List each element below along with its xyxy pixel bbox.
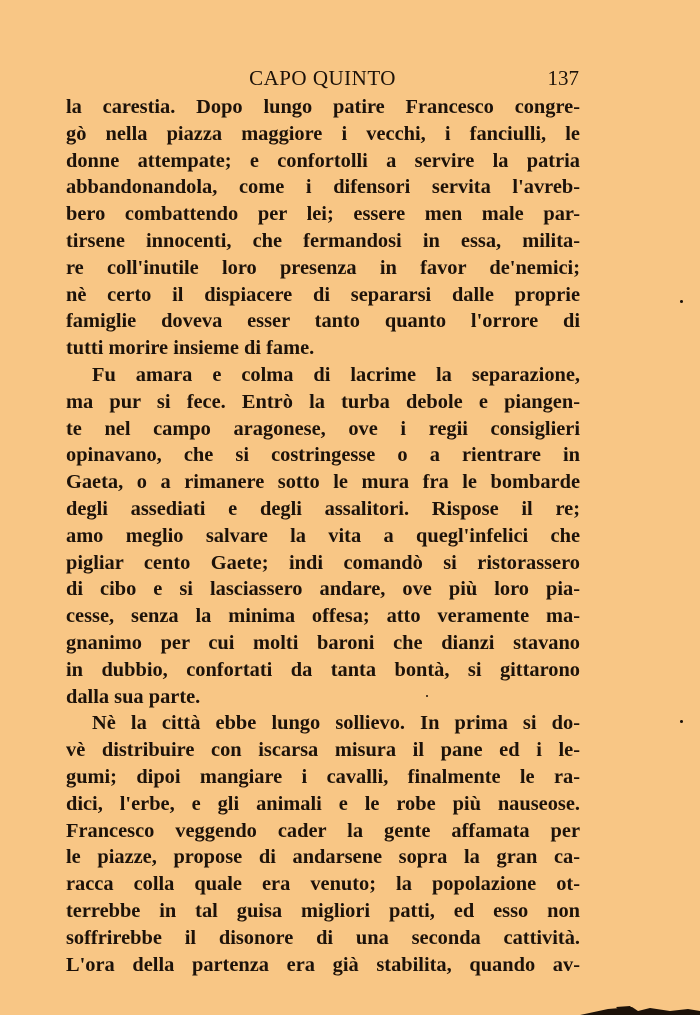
text-line: bero combattendo per lei; essere men male par- bbox=[66, 203, 580, 226]
text-line: degli assediati e degli assalitori. Rispose il re; bbox=[66, 497, 580, 520]
text-line: cesse, senza la minima offesa; atto veramente ma- bbox=[66, 605, 580, 628]
text-line: nè certo il dispiacere di separarsi dalle proprie bbox=[66, 283, 580, 306]
scan-speck bbox=[680, 300, 683, 303]
text-line: L'ora della partenza era già stabilita, quando av- bbox=[66, 953, 580, 976]
text-line: famiglie doveva esser tanto quanto l'orrore di bbox=[66, 310, 580, 333]
page-header bbox=[66, 66, 579, 92]
text-line: pigliar cento Gaete; indi comandò si ristorassero bbox=[66, 551, 580, 574]
scan-speck bbox=[426, 695, 428, 697]
text-line: donne attempate; e confortolli a servire la patria bbox=[66, 149, 580, 172]
text-line: tutti morire insieme di fame. bbox=[66, 337, 315, 360]
text-line: dalla sua parte. bbox=[66, 685, 201, 708]
text-line: tirsene innocenti, che fermandosi in essa, milita- bbox=[66, 229, 580, 252]
text-line: amo meglio salvare la vita a quegl'infelici che bbox=[66, 524, 580, 547]
text-line: Fu amara e colma di lacrime la separazione, bbox=[92, 363, 580, 386]
text-line: di cibo e si lasciassero andare, ove più loro pia- bbox=[66, 578, 580, 601]
text-line: opinavano, che si costringesse o a rientrare in bbox=[66, 444, 580, 467]
text-line: Francesco veggendo cader la gente affamata per bbox=[66, 819, 580, 842]
text-line: dici, l'erbe, e gli animali e le robe più nauseose. bbox=[66, 792, 580, 815]
text-line: abbandonandola, come i difensori servita l'avreb- bbox=[66, 176, 580, 199]
paragraph-3 bbox=[66, 710, 580, 978]
text-line: gnanimo per cui molti baroni che dianzi stavano bbox=[66, 631, 580, 654]
body-text bbox=[66, 94, 580, 978]
text-line: gumi; dipoi mangiare i cavalli, finalmente le ra- bbox=[66, 765, 580, 788]
text-line: racca colla quale era venuto; la popolazione ot- bbox=[66, 873, 580, 896]
text-line: Nè la città ebbe lungo sollievo. In prima si do- bbox=[92, 712, 580, 735]
paragraph-2 bbox=[66, 362, 580, 710]
text-line: ma pur si fece. Entrò la turba debole e piangen- bbox=[66, 390, 580, 413]
text-line: Gaeta, o a rimanere sotto le mura fra le bombarde bbox=[66, 471, 580, 494]
scan-smudge bbox=[580, 999, 700, 1015]
scan-speck bbox=[680, 720, 683, 723]
page-number: 137 bbox=[547, 66, 579, 90]
text-line: le piazze, propose di andarsene sopra la gran ca- bbox=[66, 846, 580, 869]
text-line: vè distribuire con iscarsa misura il pane ed i le- bbox=[66, 739, 580, 762]
text-line: te nel campo aragonese, ove i regii consiglieri bbox=[66, 417, 580, 440]
text-line: in dubbio, confortati da tanta bontà, si gittarono bbox=[66, 658, 580, 681]
paragraph-1 bbox=[66, 94, 580, 362]
text-line: gò nella piazza maggiore i vecchi, i fanciulli, le bbox=[66, 122, 580, 145]
text-line: re coll'inutile loro presenza in favor de'nemici; bbox=[66, 256, 580, 279]
running-title: CAPO QUINTO bbox=[249, 66, 396, 90]
text-line: terrebbe in tal guisa migliori patti, ed esso non bbox=[66, 899, 580, 922]
text-line: la carestia. Dopo lungo patire Francesco congre- bbox=[66, 96, 580, 118]
text-line: soffrirebbe il disonore di una seconda cattività. bbox=[66, 926, 580, 949]
